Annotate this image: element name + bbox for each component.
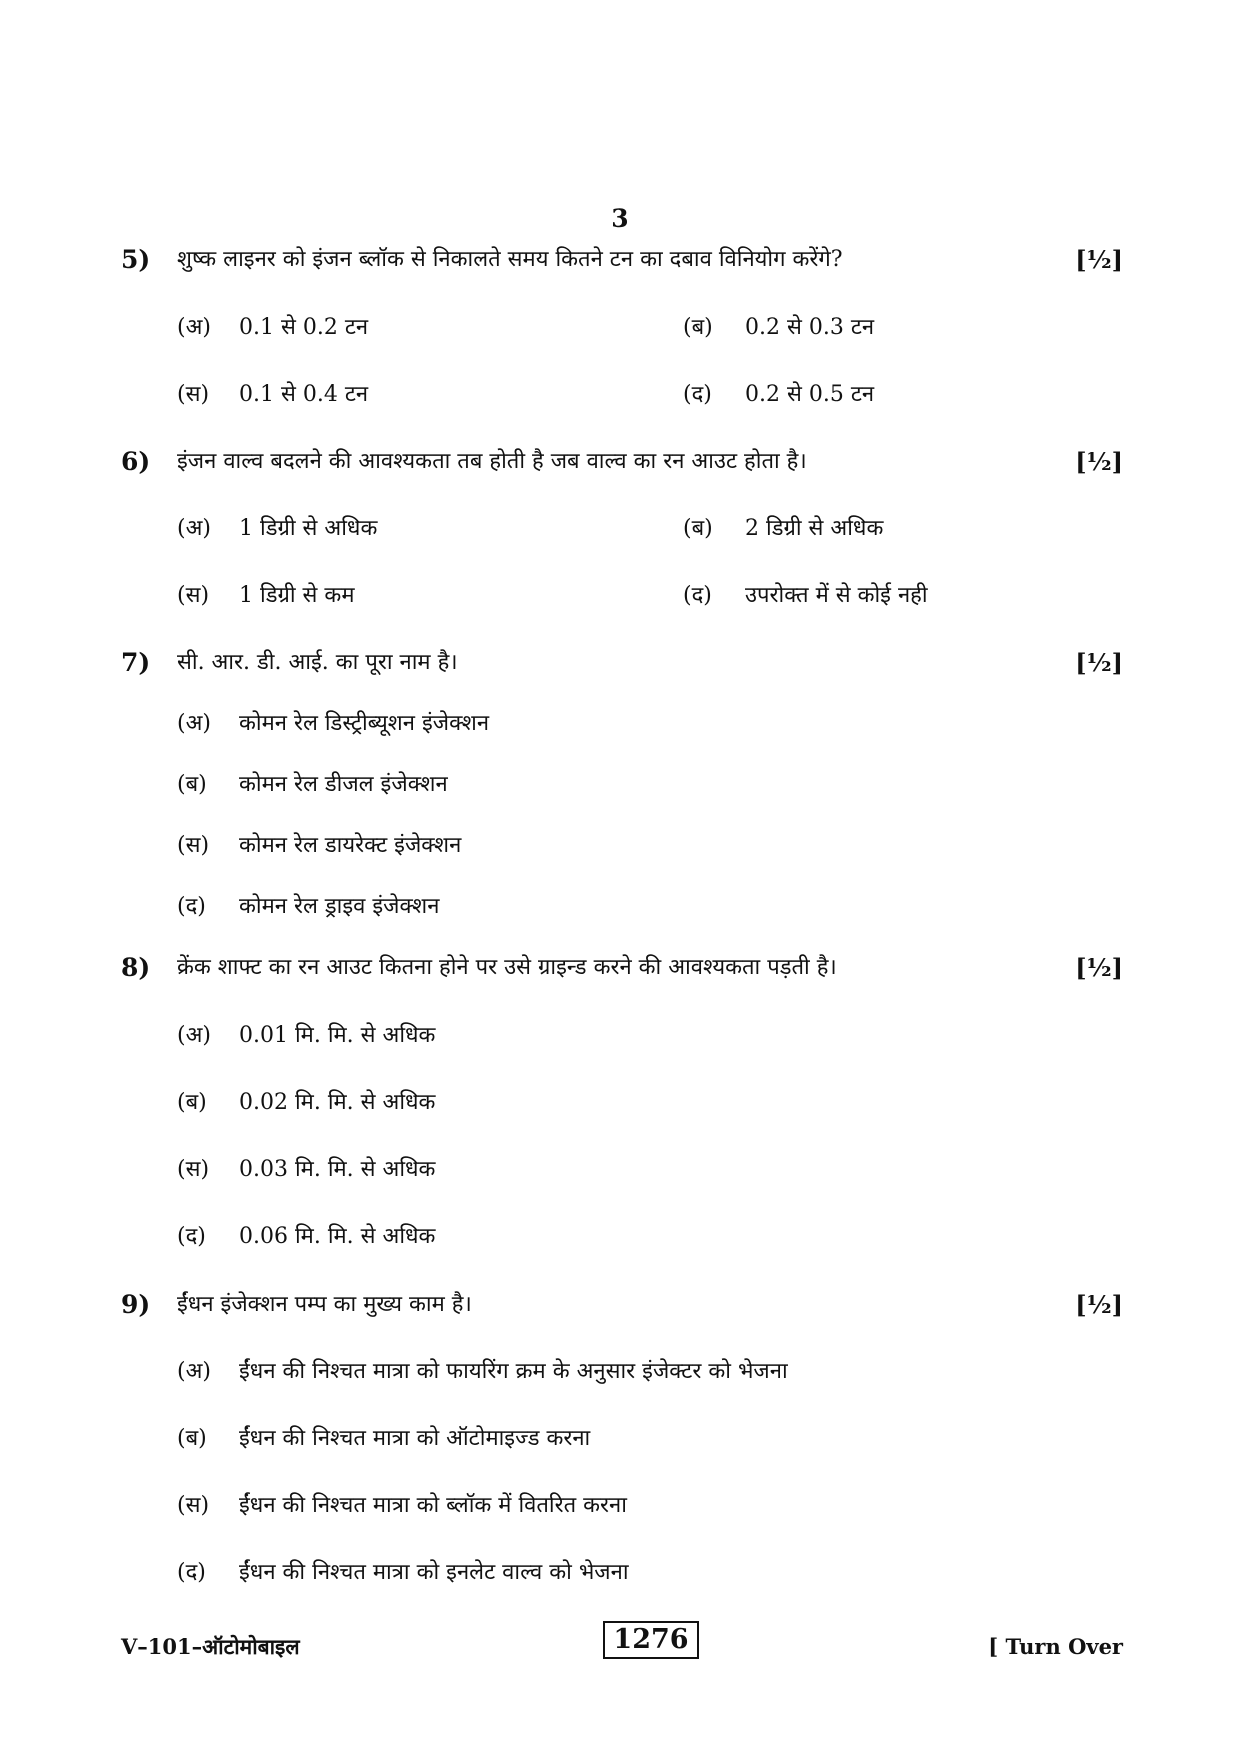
question-text: क्रेंक शाफ्ट का रन आउट कितना होने पर उसे ग्राइन्ड करने की आवश्यकता पड़ती है।: [177, 955, 837, 980]
option-label: (ब): [177, 1090, 207, 1115]
option-text: 0.2 से 0.5 टन: [745, 382, 875, 407]
option-d: [177, 892, 439, 922]
option-b: [177, 1088, 435, 1118]
option-c: [177, 581, 354, 611]
option-label: (अ): [177, 516, 211, 541]
option-label: (ब): [683, 315, 713, 340]
question-number: 9): [121, 1290, 151, 1319]
option-c: [177, 1155, 435, 1185]
option-c: [177, 1491, 627, 1521]
option-text: 0.06 मि. मि. से अधिक: [239, 1224, 436, 1249]
option-text: 0.1 से 0.2 टन: [239, 315, 369, 340]
option-a: [177, 514, 377, 544]
option-text: 0.02 मि. मि. से अधिक: [239, 1090, 436, 1115]
option-label: (अ): [177, 1023, 211, 1048]
question-number: 8): [121, 953, 151, 982]
page-number: 3: [611, 204, 629, 233]
option-a: [177, 709, 489, 739]
option-text: 1 डिग्री से अधिक: [239, 516, 378, 541]
question-marks: [½]: [1075, 953, 1123, 982]
option-label: (स): [177, 833, 210, 858]
question-text: सी. आर. डी. आई. का पूरा नाम है।: [177, 650, 458, 675]
option-d: [683, 380, 874, 410]
option-label: (ब): [177, 1426, 207, 1451]
option-text: ईंधन की निश्चत मात्रा को ब्लॉक में वितरित करना: [239, 1493, 627, 1518]
option-label: (स): [177, 1493, 210, 1518]
option-label: (स): [177, 382, 210, 407]
option-text: ईंधन की निश्चत मात्रा को ऑटोमाइज्ड करना: [239, 1426, 591, 1451]
question-marks: [½]: [1075, 1290, 1123, 1319]
option-b: [177, 1424, 590, 1454]
option-text: 1 डिग्री से कम: [239, 583, 355, 608]
option-label: (स): [177, 583, 210, 608]
option-c: [177, 380, 368, 410]
turn-over-label: [ Turn Over: [988, 1634, 1123, 1659]
option-label: (द): [177, 1224, 206, 1249]
option-text: कोमन रेल डिस्ट्रीब्यूशन इंजेक्शन: [239, 711, 490, 736]
option-label: (द): [683, 583, 712, 608]
question-number: 6): [121, 447, 151, 476]
question-marks: [½]: [1075, 447, 1123, 476]
option-b: [683, 514, 883, 544]
question-text: ईंधन इंजेक्शन पम्प का मुख्य काम है।: [177, 1292, 472, 1317]
option-c: [177, 831, 461, 861]
option-b: [177, 770, 448, 800]
option-text: 0.01 मि. मि. से अधिक: [239, 1023, 436, 1048]
option-d: [683, 581, 928, 611]
option-label: (अ): [177, 1359, 211, 1384]
option-text: ईंधन की निश्चत मात्रा को फायरिंग क्रम के अनुसार इंजेक्टर को भेजना: [239, 1359, 788, 1384]
paper-code: V–101–ऑटोमोबाइल: [121, 1634, 300, 1659]
option-a: [177, 1021, 435, 1051]
option-a: [177, 313, 368, 343]
option-label: (द): [177, 894, 206, 919]
question-number: 7): [121, 648, 151, 677]
option-label: (ब): [177, 772, 207, 797]
option-text: 0.03 मि. मि. से अधिक: [239, 1157, 436, 1182]
question-number: 5): [121, 245, 151, 274]
option-label: (द): [177, 1560, 206, 1585]
option-label: (अ): [177, 315, 211, 340]
option-text: 0.2 से 0.3 टन: [745, 315, 875, 340]
option-a: [177, 1357, 788, 1387]
option-label: (स): [177, 1157, 210, 1182]
option-b: [683, 313, 874, 343]
option-text: कोमन रेल ड्राइव इंजेक्शन: [239, 894, 440, 919]
option-text: कोमन रेल डायरेक्ट इंजेक्शन: [239, 833, 462, 858]
option-text: ईंधन की निश्चत मात्रा को इनलेट वाल्व को भेजना: [239, 1560, 629, 1585]
question-text: इंजन वाल्व बदलने की आवश्यकता तब होती है जब वाल्व का रन आउट होता है।: [177, 449, 807, 474]
question-text: शुष्क लाइनर को इंजन ब्लॉक से निकालते समय कितने टन का दबाव विनियोग करेंगे?: [177, 247, 843, 272]
option-label: (अ): [177, 711, 211, 736]
option-text: कोमन रेल डीजल इंजेक्शन: [239, 772, 448, 797]
option-label: (ब): [683, 516, 713, 541]
option-text: 0.1 से 0.4 टन: [239, 382, 369, 407]
question-marks: [½]: [1075, 648, 1123, 677]
option-d: [177, 1558, 629, 1588]
question-marks: [½]: [1075, 245, 1123, 274]
option-d: [177, 1222, 435, 1252]
option-text: उपरोक्त में से कोई नही: [745, 583, 928, 608]
option-text: 2 डिग्री से अधिक: [745, 516, 884, 541]
page-code-box: 1276: [603, 1621, 699, 1659]
option-label: (द): [683, 382, 712, 407]
